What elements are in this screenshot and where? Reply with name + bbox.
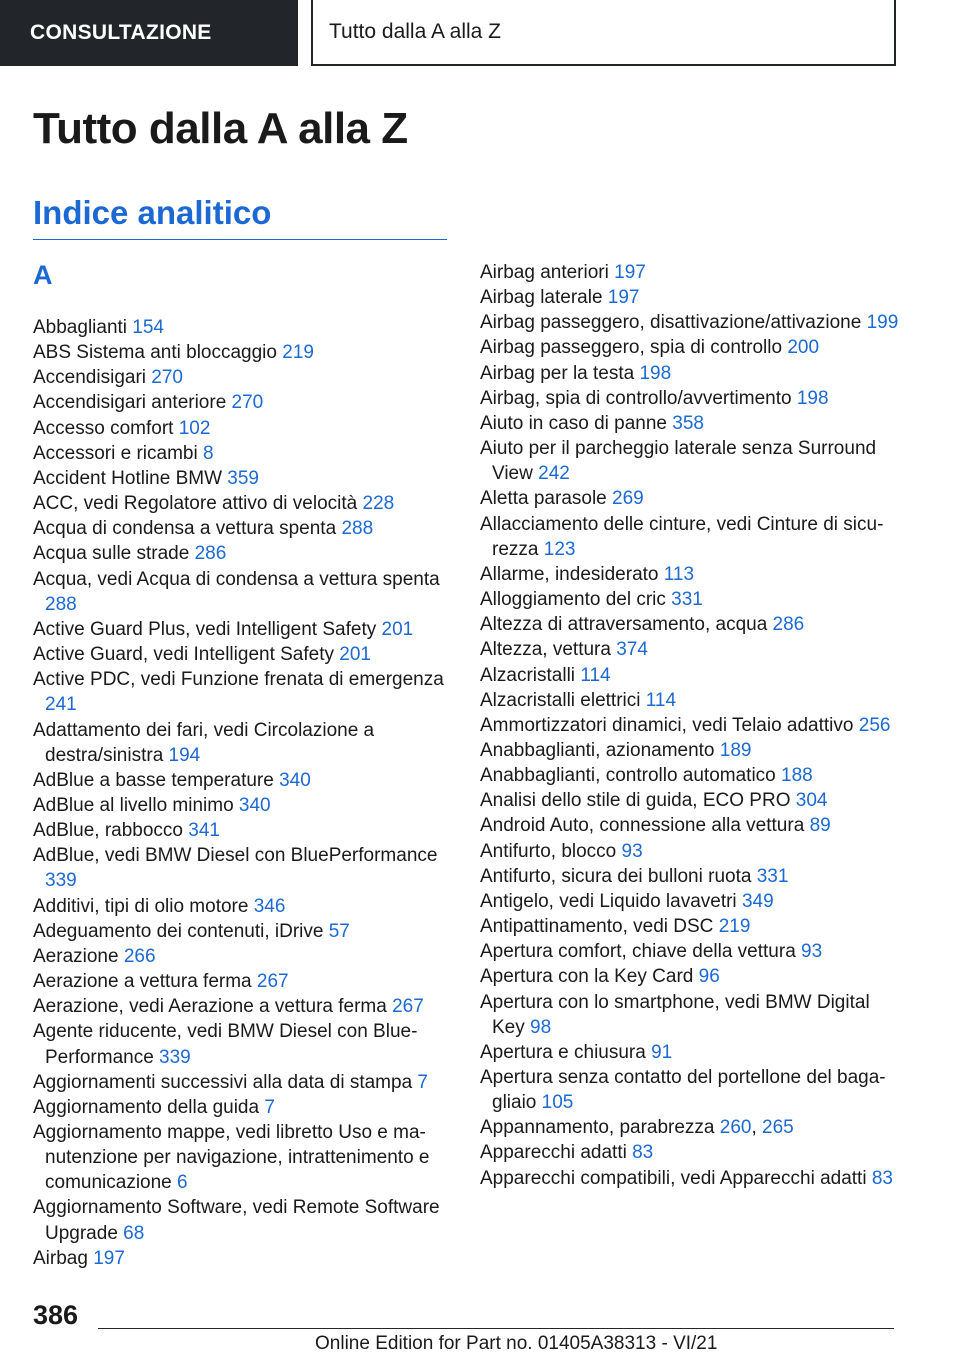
index-entry-term: Apertura con la Key Card — [480, 966, 699, 988]
index-entry — [480, 864, 900, 889]
page-reference-link[interactable]: 256 — [858, 714, 891, 736]
index-entry-term: Alzacristalli — [480, 664, 581, 686]
index-entry-term: Appannamento, parabrezza — [480, 1117, 720, 1139]
index-entry — [33, 1120, 449, 1195]
index-entry-term: AdBlue, vedi BMW Diesel con BluePerformance — [33, 845, 438, 867]
index-entry — [480, 738, 900, 763]
footer-divider — [98, 1328, 894, 1329]
index-entry-term: Aiuto in caso di panne — [480, 412, 673, 434]
page-reference-link[interactable]: 267 — [256, 971, 289, 993]
index-entry-term: Antifurto, sicura dei bulloni ruota — [480, 865, 757, 887]
chapter-tab[interactable]: Tutto dalla A alla Z — [311, 0, 896, 66]
index-entry — [480, 335, 900, 360]
page-reference-link[interactable]: 199 — [866, 312, 899, 334]
index-entry-term: Accessori e ricambi — [33, 442, 203, 464]
index-entry-term: Aggiornamento della guida — [33, 1096, 265, 1118]
page-reference-link[interactable]: 340 — [279, 769, 311, 791]
index-entry-term: Accesso comfort — [33, 417, 179, 439]
index-entry — [33, 516, 449, 541]
index-entry-term: Airbag, spia di controllo/avvertimento — [480, 387, 797, 409]
index-entry-term: Active Guard Plus, vedi Intelligent Safety — [33, 618, 382, 640]
index-entry-term: Ammortizzatori dinamici, vedi Telaio adattivo — [480, 714, 859, 736]
footer-edition-text: Online Edition for Part no. 01405A38313 - VI/21 — [315, 1333, 718, 1354]
index-entry-term: Alzacristalli elettrici — [480, 689, 646, 711]
index-entry-term: AdBlue al livello minimo — [33, 794, 239, 816]
index-entry — [33, 944, 449, 969]
index-entry-term: Active Guard, vedi Intelligent Safety — [33, 644, 340, 666]
index-entry-term: Altezza, vettura — [480, 639, 617, 661]
page-reference-link[interactable]: 7 — [264, 1096, 275, 1118]
index-entry — [480, 411, 900, 436]
index-entry-term: Analisi dello stile di guida, ECO PRO — [480, 790, 796, 812]
index-entry — [33, 617, 449, 642]
index-entry-term: Allarme, indesiderato — [480, 563, 664, 585]
index-entry-term: Antifurto, blocco — [480, 840, 622, 862]
index-entry-term: Apparecchi adatti — [480, 1142, 633, 1164]
page-reference-link[interactable]: 68 — [123, 1222, 145, 1244]
page-reference-link[interactable]: 96 — [698, 966, 720, 988]
index-entry — [480, 763, 900, 788]
page-reference-link[interactable]: 346 — [253, 895, 286, 917]
index-entry — [33, 541, 449, 566]
index-entry — [33, 793, 449, 818]
page-reference-link[interactable]: 339 — [45, 870, 77, 892]
index-entry — [480, 813, 900, 838]
index-column-right — [480, 260, 900, 1191]
page-reference-link[interactable]: 197 — [93, 1247, 125, 1269]
index-entry-term: Acqua, vedi Acqua di condensa a vettura spenta — [33, 568, 440, 590]
page-reference-link[interactable]: 374 — [616, 639, 648, 661]
page-reference-link[interactable]: 194 — [168, 744, 201, 766]
index-entry — [33, 1070, 449, 1095]
index-entry — [480, 587, 900, 612]
index-entry-term: Aggiornamento Software, vedi Remote Software Upgrade — [33, 1197, 440, 1244]
index-entry-term: ABS Sistema anti bloccaggio — [33, 342, 283, 364]
index-entry — [480, 637, 900, 662]
index-entry — [33, 969, 449, 994]
index-entry-term: Aggiornamento mappe, vedi libretto Uso e manutenzione per navigazione, intrattenimento e comunicazione — [33, 1122, 430, 1194]
page-reference-link[interactable]: 288 — [45, 593, 77, 615]
index-entry-term: Apparecchi compatibili, vedi Apparecchi adatti — [480, 1167, 872, 1189]
section-title: Indice analitico — [33, 194, 272, 231]
page-reference-link[interactable]: 269 — [612, 488, 644, 510]
page-reference-link[interactable]: 304 — [795, 790, 828, 812]
page-reference-link[interactable]: 89 — [809, 815, 831, 837]
index-entry — [33, 1019, 449, 1069]
page-reference-link[interactable]: 349 — [741, 890, 774, 912]
index-entry-term: Aerazione a vettura ferma — [33, 971, 257, 993]
index-entry — [33, 315, 449, 340]
index-entry — [33, 441, 449, 466]
page-reference-link[interactable]: 265 — [762, 1117, 794, 1139]
page-reference-link[interactable]: 286 — [772, 614, 805, 636]
index-entry-term: Alloggiamento del cric — [480, 589, 672, 611]
index-entry — [480, 1040, 900, 1065]
index-entry — [480, 663, 900, 688]
index-entry-term: Aletta parasole — [480, 488, 613, 510]
index-entry-term: Adeguamento dei contenuti, iDrive — [33, 920, 329, 942]
page-reference-link[interactable]: 339 — [159, 1046, 191, 1068]
page-reference-link[interactable]: 197 — [607, 287, 640, 309]
index-entry — [33, 919, 449, 944]
index-entry-term: Accendisigari — [33, 367, 152, 389]
index-entry-term: Acqua sulle strade — [33, 543, 195, 565]
index-entry-term: Airbag anteriori — [480, 262, 615, 283]
index-entry-term: ACC, vedi Regolatore attivo di velocità — [33, 493, 363, 515]
index-entry: Appannamento, parabrezza 260, 265 — [480, 1117, 794, 1139]
page-reference-link[interactable]: 241 — [45, 694, 77, 716]
index-entry — [33, 667, 449, 717]
page-header — [0, 0, 960, 66]
page-title: Tutto dalla A alla Z — [33, 104, 408, 153]
index-entry — [33, 994, 449, 1019]
index-entry — [33, 1246, 449, 1271]
index-entry — [33, 1195, 449, 1245]
page-reference-link[interactable]: 114 — [645, 689, 677, 711]
index-entry — [480, 1166, 900, 1191]
page-reference-link[interactable]: 219 — [718, 916, 751, 938]
page-reference-link[interactable]: 341 — [188, 820, 220, 842]
index-entry-term: Aerazione — [33, 945, 124, 967]
index-entry — [33, 416, 449, 441]
index-entry-term: Antigelo, vedi Liquido lavavetri — [480, 890, 742, 912]
page-reference-link[interactable]: 331 — [671, 589, 703, 611]
index-entry — [480, 361, 900, 386]
index-entry-term: Airbag per la testa — [480, 362, 640, 384]
index-column-left — [33, 315, 449, 1271]
index-entry — [33, 642, 449, 667]
page-reference-link[interactable]: 201 — [381, 618, 414, 640]
index-entry — [33, 718, 449, 768]
page-reference-link[interactable]: 83 — [871, 1167, 893, 1189]
page-reference-link[interactable]: 114 — [580, 664, 611, 686]
page-reference-link[interactable]: 266 — [123, 945, 156, 967]
index-entry — [480, 260, 900, 285]
index-letter-heading: A — [33, 260, 53, 290]
page-reference-link[interactable]: 340 — [238, 794, 271, 816]
index-entry — [480, 512, 900, 562]
index-entry-term: Antipattinamento, vedi DSC — [480, 916, 719, 938]
page-reference-link[interactable]: 93 — [621, 840, 643, 862]
index-entry-term: Airbag passeggero, disattivazione/attivazione — [480, 312, 867, 334]
page-reference-link[interactable]: 8 — [203, 442, 214, 464]
page-reference-link[interactable]: 260 — [719, 1117, 752, 1139]
page-reference-link[interactable]: 219 — [282, 342, 314, 364]
page-reference-link[interactable]: 359 — [227, 467, 259, 489]
index-entry — [480, 964, 900, 989]
page-reference-link[interactable]: 228 — [362, 493, 395, 515]
index-entry — [480, 839, 900, 864]
index-entry — [480, 486, 900, 511]
index-entry-term: Altezza di attraversamento, acqua — [480, 614, 773, 636]
page-reference-link[interactable]: 83 — [632, 1142, 654, 1164]
index-entry-term: Accident Hotline BMW — [33, 467, 228, 489]
index-entry — [33, 843, 449, 893]
index-entry-term: Apertura senza contatto del portellone del bagagliaio — [480, 1067, 886, 1114]
index-entry-term: Abbaglianti — [33, 317, 133, 338]
page-reference-link[interactable]: 6 — [177, 1172, 188, 1194]
page-reference-link[interactable]: 91 — [651, 1041, 673, 1063]
index-entry — [480, 310, 900, 335]
index-entry-term: Additivi, tipi di olio motore — [33, 895, 254, 917]
index-entry — [33, 768, 449, 793]
index-entry — [33, 894, 449, 919]
page-reference-link[interactable]: 105 — [541, 1092, 574, 1114]
index-entry-term: Aggiornamenti successivi alla data di stampa — [33, 1071, 418, 1093]
index-entry-term: AdBlue a basse temperature — [33, 769, 280, 791]
index-entry-term: Aiuto per il parcheggio laterale senza Surround View — [480, 438, 877, 485]
page-reference-link[interactable]: 189 — [719, 739, 752, 761]
index-entry-term: Anabbaglianti, azionamento — [480, 739, 720, 761]
page-reference-link[interactable]: 286 — [194, 543, 227, 565]
page-reference-link[interactable]: 154 — [132, 317, 164, 338]
index-entry — [480, 285, 900, 310]
index-entry-term: Acqua di condensa a vettura spenta — [33, 518, 342, 540]
page-reference-link[interactable]: 242 — [538, 463, 570, 485]
page-reference-link[interactable]: 113 — [663, 563, 695, 585]
index-entry-term: Allacciamento delle cinture, vedi Cinture di sicurezza — [480, 513, 884, 560]
page-reference-link[interactable]: 93 — [801, 941, 823, 963]
index-entry — [33, 1095, 449, 1120]
index-entry-term: Android Auto, connessione alla vettura — [480, 815, 810, 837]
index-entry-term: Apertura con lo smartphone, vedi BMW Digital Key — [480, 991, 870, 1038]
index-entry — [480, 612, 900, 637]
index-entry-term: Anabbaglianti, controllo automatico — [480, 765, 782, 787]
page-reference-link[interactable]: 358 — [672, 412, 704, 434]
index-entry — [480, 436, 900, 486]
index-entry — [480, 688, 900, 713]
index-entry-term: Apertura comfort, chiave della vettura — [480, 941, 802, 963]
page-reference-link[interactable]: 267 — [392, 996, 424, 1018]
page-reference-link[interactable]: 98 — [530, 1016, 552, 1038]
index-entry — [33, 466, 449, 491]
index-entry — [33, 567, 449, 617]
page-reference-link[interactable]: 331 — [756, 865, 789, 887]
index-entry — [480, 939, 900, 964]
page-reference-link[interactable]: 198 — [639, 362, 672, 384]
index-entry — [480, 562, 900, 587]
page-reference-link[interactable]: 102 — [178, 417, 211, 439]
index-entry-term: Airbag laterale — [480, 287, 608, 309]
index-entry — [480, 990, 900, 1040]
page-reference-link[interactable]: 288 — [341, 518, 374, 540]
page-reference-link[interactable]: 270 — [151, 367, 183, 389]
index-entry — [480, 914, 900, 939]
index-entry-term: Active PDC, vedi Funzione frenata di emergenza — [33, 669, 444, 691]
page-reference-link[interactable]: 57 — [328, 920, 350, 942]
index-entry-term: Airbag passeggero, spia di controllo — [480, 337, 788, 359]
index-entry — [33, 491, 449, 516]
index-entry — [480, 1140, 900, 1165]
page-reference-link[interactable]: 7 — [417, 1071, 428, 1093]
page-number: 386 — [33, 1300, 79, 1330]
index-entry — [33, 365, 449, 390]
index-entry — [480, 713, 900, 738]
index-entry — [33, 818, 449, 843]
page-reference-link[interactable]: 198 — [796, 387, 829, 409]
index-entry — [33, 390, 449, 415]
index-entry-term: Apertura e chiusura — [480, 1041, 652, 1063]
page-reference-link[interactable]: 197 — [614, 262, 646, 283]
page-reference-link[interactable]: 270 — [231, 392, 264, 414]
index-entry — [480, 386, 900, 411]
index-entry-term: AdBlue, rabbocco — [33, 820, 189, 842]
page-reference-link[interactable]: 201 — [339, 644, 371, 666]
index-entry-term: Adattamento dei fari, vedi Circolazione a destra/sinistra — [33, 719, 375, 766]
section-tab[interactable]: CONSULTAZIONE — [0, 0, 298, 66]
index-entry-term: Aerazione, vedi Aerazione a vettura ferma — [33, 996, 393, 1018]
index-entry — [33, 340, 449, 365]
page-reference-link[interactable]: 188 — [781, 765, 813, 787]
index-entry-term: Accendisigari anteriore — [33, 392, 232, 414]
index-entry-term: Airbag — [33, 1247, 94, 1269]
page-reference-link[interactable]: 123 — [543, 538, 576, 560]
index-entry — [480, 1065, 900, 1115]
index-entry-term: Agente riducente, vedi BMW Diesel con BluePerformance — [33, 1021, 418, 1068]
index-entry — [480, 889, 900, 914]
section-divider — [33, 239, 447, 240]
index-entry — [480, 788, 900, 813]
page-reference-link[interactable]: 200 — [787, 337, 820, 359]
